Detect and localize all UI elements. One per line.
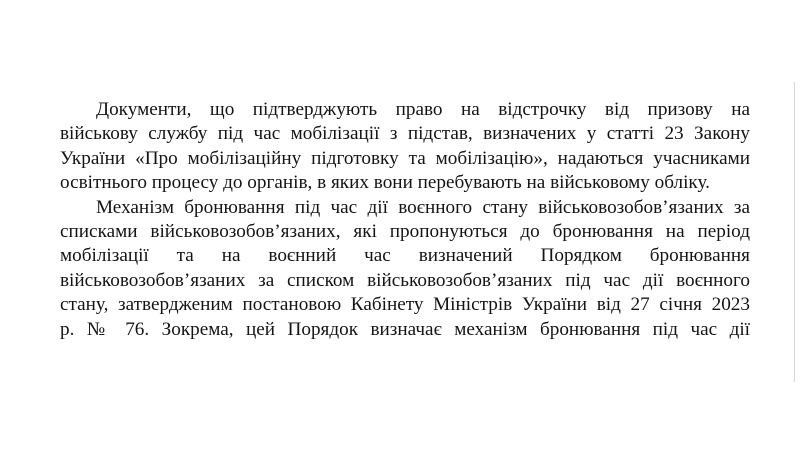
paragraph-reservation-mechanism (60, 196, 750, 342)
paragraph-deferral-documents (60, 98, 750, 196)
text-line: України «Про мобілізаційну підготовку та мобілізацію», надаються учасниками (60, 147, 750, 169)
text-line: стану, затвердженим постановою Кабінету Міністрів України від 27 січня 2023 (60, 294, 750, 316)
text-line: Механізм бронювання під час дії воєнного стану військовозобов’язаних за (96, 196, 750, 218)
page-edge-divider (794, 82, 795, 382)
text-line: військову службу під час мобілізації з підстав, визначених у статті 23 Закону (60, 123, 750, 145)
document-text (60, 98, 750, 342)
text-line: р. № 76. Зокрема, цей Порядок визначає механізм бронювання під час дії (60, 318, 750, 340)
text-line: військовозобов’язаних за списком військовозобов’язаних під час дії воєнного (60, 269, 750, 291)
text-line: списками військовозобов’язаних, які пропонуються до бронювання на період (60, 220, 750, 242)
text-line: мобілізації та на воєнний час визначений Порядком бронювання (60, 245, 750, 267)
text-line: Документи, що підтверджують право на відстрочку від призову на (96, 99, 750, 120)
text-line: освітнього процесу до органів, в яких вони перебувають на військовому обліку. (60, 172, 710, 194)
